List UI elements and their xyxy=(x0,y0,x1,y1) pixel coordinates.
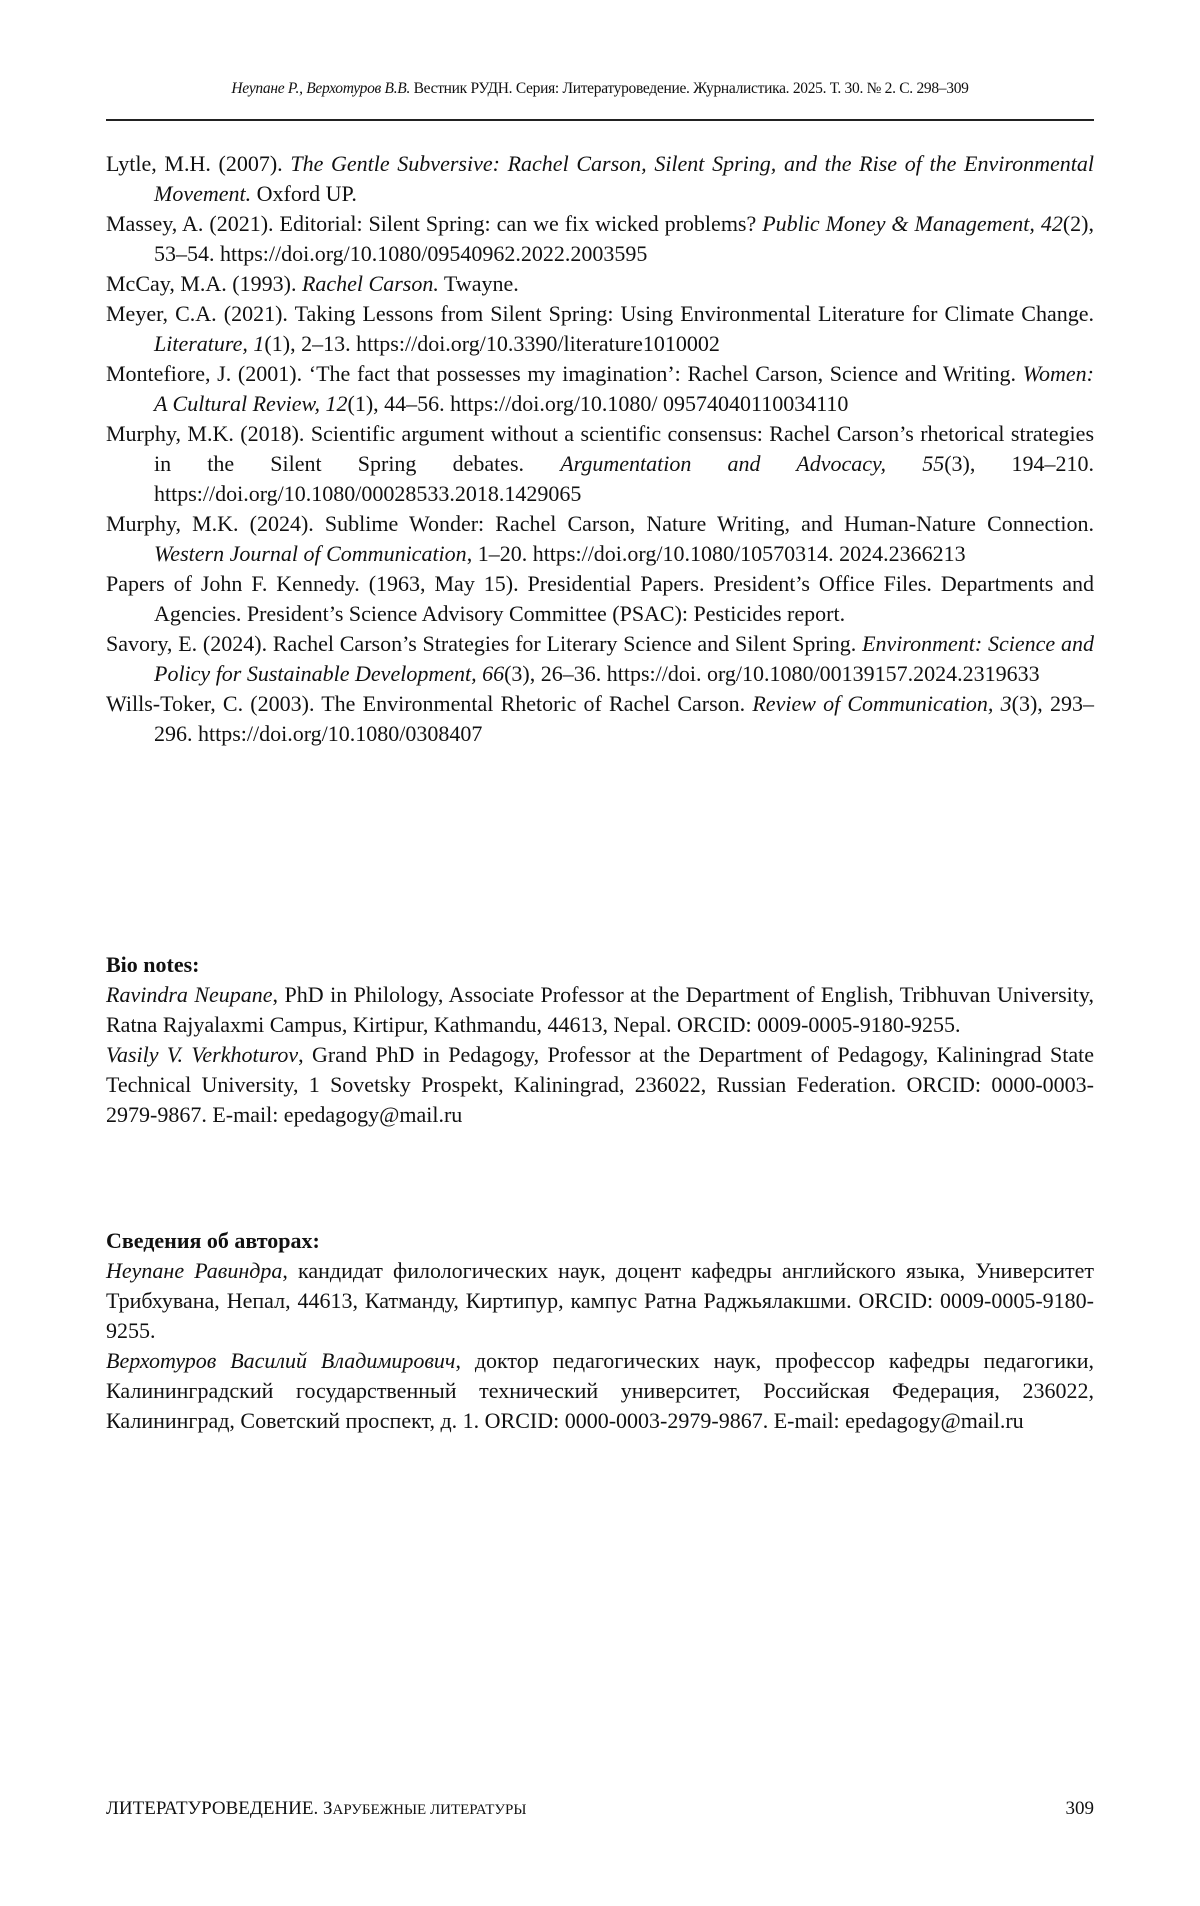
reference-ital: Women: A Cultural Review, 12 xyxy=(154,361,1094,416)
reference-ital: Review of Communication, 3 xyxy=(752,691,1011,716)
reference-ital: Literature, 1 xyxy=(154,331,264,356)
footer-section xyxy=(106,1798,526,1820)
reference-entry xyxy=(106,629,1094,689)
reference-post: (3), 26–36. https://doi. org/10.1080/00139157.2024.2319633 xyxy=(504,661,1040,686)
reference-post: (3), 194–210. https://doi.org/10.1080/00028533.2018.1429065 xyxy=(154,451,1094,506)
reference-entry xyxy=(106,269,1094,299)
author-name: Неупане Равиндра xyxy=(106,1258,282,1283)
reference-entry xyxy=(106,359,1094,419)
reference-ital: Public Money & Management, 42 xyxy=(762,211,1063,236)
reference-pre: Murphy, M.K. (2024). Sublime Wonder: Rachel Carson, Nature Writing, and Human-Nature Connection. xyxy=(106,511,1094,536)
reference-ital: Rachel Carson. xyxy=(302,271,439,296)
reference-post: (1), 2–13. https://doi.org/10.3390/literature1010002 xyxy=(264,331,719,356)
author-name: Vasily V. Verkhoturov xyxy=(106,1042,298,1067)
footer-section-smallcaps: АРУБЕЖНЫЕ ЛИТЕРАТУРЫ xyxy=(333,1802,527,1818)
reference-pre: Lytle, M.H. (2007). xyxy=(106,151,290,176)
author-details: , Grand PhD in Pedagogy, Professor at the Department of Pedagogy, Kaliningrad State Technical University, 1 Sovetsky Prospekt, Kaliningrad, 236022, Russian Federation. ORCID: 0000-0003-2979-9867. E-mail: epedagogy@mail.ru xyxy=(106,1042,1094,1127)
author-details: , PhD in Philology, Associate Professor at the Department of English, Tribhuvan University, Ratna Rajyalaxmi Campus, Kirtipur, Kathmandu, 44613, Nepal. ORCID: 0009-0005-9180-9255. xyxy=(106,982,1094,1037)
page-footer xyxy=(106,1798,1094,1820)
bio-heading-ru: Сведения об авторах: xyxy=(106,1226,1094,1256)
reference-entry xyxy=(106,509,1094,569)
reference-list xyxy=(106,149,1094,749)
author-name: Верхотуров Василий Владимирович xyxy=(106,1348,455,1373)
reference-entry xyxy=(106,299,1094,359)
bio-entry xyxy=(106,980,1094,1040)
reference-pre: Savory, E. (2024). Rachel Carson’s Strategies for Literary Science and Silent Spring. xyxy=(106,631,862,656)
reference-ital: Environment: Science and Policy for Sustainable Development, 66 xyxy=(154,631,1094,686)
reference-post: Twayne. xyxy=(439,271,519,296)
reference-ital: Argumentation and Advocacy, 55 xyxy=(560,451,944,476)
bio-entry xyxy=(106,1346,1094,1436)
header-authors: Неупане Р., Верхотуров В.В. xyxy=(231,80,410,97)
reference-entry xyxy=(106,689,1094,749)
reference-ital: The Gentle Subversive: Rachel Carson, Silent Spring, and the Rise of the Environmental Movement. xyxy=(154,151,1094,206)
reference-ital: Western Journal of Communication xyxy=(154,541,467,566)
reference-pre: Murphy, M.K. (2018). Scientific argument without a scientific consensus: Rachel Carson’s rhetorical strategies in the Silent Spring debates. xyxy=(106,421,1094,476)
author-details: , доктор педагогических наук, профессор кафедры педагогики, Калининградский государственный технический университет, Российская Федерация, 236022, Калининград, Советский проспект, д. 1. ORCID: 0000-0003-2979-9867. E-mail: epedagogy@mail.ru xyxy=(106,1348,1094,1433)
reference-pre: Meyer, C.A. (2021). Taking Lessons from Silent Spring: Using Environmental Literature for Climate Change. xyxy=(106,301,1094,326)
running-header xyxy=(106,80,1094,98)
reference-pre: Massey, A. (2021). Editorial: Silent Spring: can we fix wicked problems? xyxy=(106,211,762,236)
page-number: 309 xyxy=(1066,1798,1095,1820)
reference-entry xyxy=(106,149,1094,209)
reference-pre: McCay, M.A. (1993). xyxy=(106,271,302,296)
reference-pre: Montefiore, J. (2001). ‘The fact that possesses my imagination’: Rachel Carson, Science and Writing. xyxy=(106,361,1023,386)
header-journal: Вестник РУДН. Серия: Литературоведение. Журналистика. 2025. Т. 30. № 2. С. 298–309 xyxy=(414,80,969,97)
reference-post: (3), 293–296. https://doi.org/10.1080/0308407 xyxy=(154,691,1094,746)
reference-entry xyxy=(106,569,1094,629)
reference-entry xyxy=(106,419,1094,509)
reference-post: Oxford UP. xyxy=(251,181,357,206)
reference-entry xyxy=(106,209,1094,269)
bio-heading-en: Bio notes: xyxy=(106,950,1094,980)
bio-entry xyxy=(106,1040,1094,1130)
bio-notes-ru xyxy=(106,1226,1094,1436)
header-rule xyxy=(106,119,1094,121)
reference-pre: Papers of John F. Kennedy. (1963, May 15). Presidential Papers. President’s Office Files. Departments and Agencies. President’s Science Advisory Committee (PSAC): Pesticides report. xyxy=(106,571,1094,626)
reference-post: , 1–20. https://doi.org/10.1080/10570314. 2024.2366213 xyxy=(467,541,966,566)
bio-notes-en xyxy=(106,950,1094,1130)
author-name: Ravindra Neupane xyxy=(106,982,273,1007)
footer-section-main: ЛИТЕРАТУРОВЕДЕНИЕ. З xyxy=(106,1798,333,1819)
bio-entry xyxy=(106,1256,1094,1346)
reference-pre: Wills-Toker, C. (2003). The Environmental Rhetoric of Rachel Carson. xyxy=(106,691,752,716)
author-details: , кандидат филологических наук, доцент кафедры английского языка, Университет Трибхувана, Непал, 44613, Катманду, Киртипур, кампус Ратна Раджьялакшми. ORCID: 0009-0005-9180-9255. xyxy=(106,1258,1094,1343)
reference-post: (1), 44–56. https://doi.org/10.1080/ 09574040110034110 xyxy=(348,391,849,416)
reference-post: (2), 53–54. https://doi.org/10.1080/09540962.2022.2003595 xyxy=(154,211,1094,266)
